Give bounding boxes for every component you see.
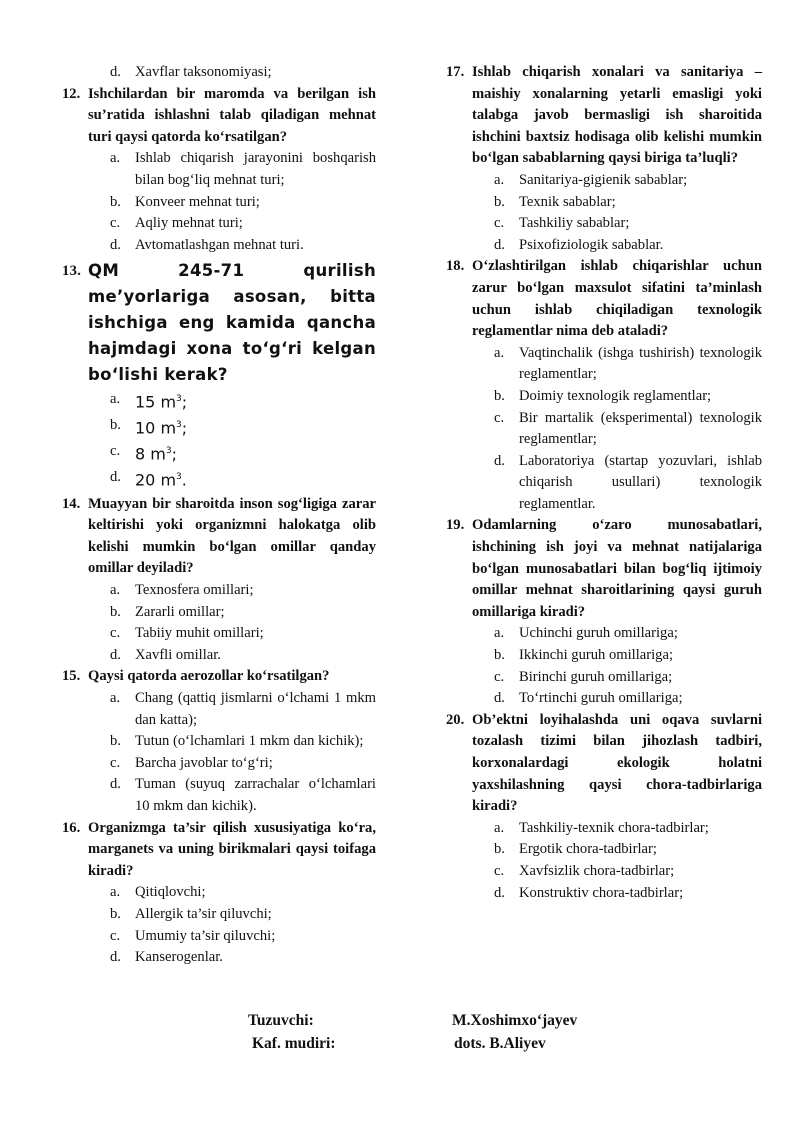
option-text: Aqliy mehnat turi;: [135, 215, 243, 232]
question-text: O‘zlashtirilgan ishlab chiqarishlar uchun zarur bo‘lgan maxsulot sifatini ta’minlash uchun ishlab chiqiladigan texnologik reglamentlar nima deb ataladi?: [472, 258, 762, 340]
option-text: To‘rtinchi guruh omillariga;: [519, 690, 683, 707]
option-text: Bir martalik (eksperimental) texnologik reglamentlar;: [519, 409, 762, 448]
option-letter: a.: [110, 150, 121, 167]
option-d: [110, 235, 376, 257]
option-letter: d.: [110, 949, 121, 966]
question-15: [62, 666, 376, 817]
option-d: [494, 235, 762, 257]
option-letter: d.: [494, 690, 505, 707]
option-letter: d.: [110, 468, 121, 485]
question-number: 12.: [62, 85, 81, 102]
option-text: Texnik sabablar;: [519, 193, 616, 210]
question-number: 20.: [446, 711, 465, 728]
question-14: [62, 494, 376, 667]
right-column: [446, 62, 762, 904]
head-name: dots. B.Aliyev: [454, 1035, 546, 1052]
head-label: Kaf. mudiri:: [252, 1035, 336, 1052]
option-letter: b.: [494, 193, 505, 210]
option-letter: c.: [110, 927, 121, 944]
option-letter: a.: [494, 819, 505, 836]
option-c: [494, 408, 762, 451]
option-letter: c.: [110, 215, 121, 232]
option-a: [110, 148, 376, 191]
question-17: [446, 62, 762, 256]
option-text: Konveer mehnat turi;: [135, 193, 260, 210]
option-a: [110, 580, 376, 602]
option-letter: b.: [110, 193, 121, 210]
option-d: [494, 688, 762, 710]
question-text: Ob’ektni loyihalashda uni oqava suvlarni tozalash tizimi bilan jihozlash tadbiri, korxonalardagi ekologik holatni yaxshilashning qaysi chora-tadbirlariga kiradi?: [472, 711, 762, 815]
question-number: 16.: [62, 819, 81, 836]
option-a: [494, 343, 762, 386]
option-text: Birinchi guruh omillariga;: [519, 668, 673, 685]
option-letter: d.: [110, 64, 121, 80]
option-text: 20 $m^3$.: [135, 470, 187, 490]
question-12: [62, 84, 376, 257]
option-letter: c.: [494, 409, 505, 426]
option-a: [494, 170, 762, 192]
option-text: 8 $m^3$;: [135, 444, 177, 464]
option-c: [494, 861, 762, 883]
option-letter: c.: [494, 215, 505, 232]
option-text: Xavflar taksonomiyasi;: [135, 64, 272, 80]
option-letter: d.: [110, 776, 121, 793]
option-text: Allergik ta’sir qiluvchi;: [135, 905, 272, 922]
option-text: Xavfli omillar.: [135, 646, 221, 663]
option-letter: d.: [494, 236, 505, 253]
question-20: [446, 710, 762, 904]
option-letter: d.: [110, 236, 121, 253]
option-text: Avtomatlashgan mehnat turi.: [135, 236, 304, 253]
question-text: Ishchilardan bir maromda va berilgan ish su’ratida ishlashni talab qiladigan mehnat turi qaysi qatorda ko‘rsatilgan?: [88, 85, 376, 145]
option-c: [110, 213, 376, 235]
option-text: Konstruktiv chora-tadbirlar;: [519, 884, 684, 901]
option-text: Psixofiziologik sabablar.: [519, 236, 664, 253]
option-text: Xavfsizlik chora-tadbirlar;: [519, 862, 675, 879]
option-d: [494, 883, 762, 905]
question-text: Muayyan bir sharoitda inson sog‘ligiga zarar keltirishi yoki organizmni halokatga olib kelishi mumkin bo‘lgan omillar qanday omillar deyiladi?: [88, 495, 376, 577]
option-c: [494, 667, 762, 689]
option-text: Tashkiliy sabablar;: [519, 215, 630, 232]
option-b: [494, 839, 762, 861]
option-letter: a.: [110, 690, 121, 706]
option-text: Ikkinchi guruh omillariga;: [519, 647, 674, 664]
option-c: [110, 623, 376, 645]
question-16: [62, 818, 376, 969]
question-text: Odamlarning o‘zaro munosabatlari, ishchining ish joyi va mehnat natijalariga bo‘lgan munosabatlari bilan bog‘liq ijtimoiy omillar mehnat sharoitlarining qaysi guruh omillariga kiradi?: [472, 517, 762, 620]
option-text: Chang (qattiq jismlarni o‘lchami 1 mkm dan katta);: [135, 690, 376, 728]
option-text: Qitiqlovchi;: [135, 884, 206, 901]
option-letter: a.: [110, 582, 121, 599]
option-text: Barcha javoblar to‘g‘ri;: [135, 754, 273, 771]
option-d: [110, 645, 376, 667]
option-a: [494, 818, 762, 840]
option-letter: a.: [494, 171, 505, 188]
option-letter: b.: [494, 647, 505, 664]
question-number: 13.: [62, 263, 82, 280]
option-letter: a.: [494, 344, 505, 361]
question-number: 14.: [62, 495, 81, 512]
option-text: Ishlab chiqarish jarayonini boshqarish bilan bog‘liq mehnat turi;: [135, 150, 376, 188]
option-text: Vaqtinchalik (ishga tushirish) texnologik reglamentlar;: [519, 344, 762, 383]
option-text: Ergotik chora-tadbirlar;: [519, 841, 657, 858]
option-b: [494, 645, 762, 667]
option-letter: c.: [110, 754, 121, 771]
option-letter: c.: [494, 862, 505, 879]
option-d: [494, 451, 762, 516]
question-11-option-d: [62, 62, 376, 84]
option-d: [110, 947, 376, 969]
question-number: 18.: [446, 258, 465, 275]
option-c: [494, 213, 762, 235]
option-c: [110, 753, 376, 775]
option-text: Zararli omillar;: [135, 603, 225, 620]
option-letter: a.: [110, 391, 121, 408]
option-text: 15 $m^3$;: [135, 392, 188, 412]
question-19: [446, 515, 762, 709]
question-text: QM 245-71 qurilish me’yorlariga asosan, bitta ishchiga eng kamida qancha hajmdagi xona to‘g‘ri kelgan bo‘lishi kerak?: [88, 261, 376, 385]
option-letter: b.: [110, 733, 121, 750]
option-text: Umumiy ta’sir qiluvchi;: [135, 927, 276, 944]
option-a: [110, 388, 376, 414]
option-b: [110, 414, 376, 440]
option-a: [110, 882, 376, 904]
question-number: 17.: [446, 64, 465, 80]
question-text: Ishlab chiqarish xonalari va sanitariya – maishiy xonalarning yetarli emasligi yoki talabga javob bermasligi ish sharoitida ishchini baxtsiz hodisaga olib kelishi mumkin bo‘lgan sabablarning qaysi biriga ta’luqli?: [472, 64, 762, 167]
option-letter: a.: [494, 625, 505, 642]
option-letter: b.: [110, 905, 121, 922]
option-text: Doimiy texnologik reglamentlar;: [519, 387, 712, 404]
option-d: [110, 466, 376, 492]
option-text: Kanserogenlar.: [135, 949, 223, 966]
option-letter: d.: [494, 884, 505, 901]
option-letter: c.: [110, 625, 121, 642]
left-column: [62, 62, 376, 969]
option-b: [110, 904, 376, 926]
compiler-name: M.Xoshimxo‘jayev: [452, 1012, 578, 1029]
option-text: 10 $m^3$;: [135, 418, 188, 438]
question-text: Qaysi qatorda aerozollar ko‘rsatilgan?: [88, 668, 330, 685]
option-c: [110, 926, 376, 948]
option-letter: b.: [494, 841, 505, 858]
question-number: 15.: [62, 668, 81, 685]
option-letter: d.: [494, 452, 505, 469]
option-b: [110, 192, 376, 214]
option-text: Uchinchi guruh omillariga;: [519, 625, 678, 642]
option-b: [494, 386, 762, 408]
question-13: [62, 258, 376, 491]
question-number: 19.: [446, 517, 465, 534]
option-b: [494, 192, 762, 214]
option-b: [110, 731, 376, 753]
option-letter: d.: [110, 646, 121, 663]
option-letter: a.: [110, 884, 121, 901]
option-text: Tabiiy muhit omillari;: [135, 625, 264, 642]
option-a: [110, 688, 376, 731]
question-text: Organizmga ta’sir qilish xususiyatiga ko‘ra, marganets va uning birikmalari qaysi toifaga kiradi?: [88, 819, 376, 879]
option-text: Laboratoriya (startap yozuvlari, ishlab chiqarish usullari) texnologik reglamentlar.: [519, 452, 762, 512]
option-letter: b.: [110, 603, 121, 620]
option-letter: c.: [494, 668, 505, 685]
option-text: Sanitariya-gigienik sabablar;: [519, 171, 688, 188]
option-text: Tashkiliy-texnik chora-tadbirlar;: [519, 819, 709, 836]
question-18: [446, 256, 762, 515]
option-letter: b.: [494, 387, 505, 404]
option-text: Tuman (suyuq zarrachalar o‘lchamlari 10 mkm dan kichik).: [135, 776, 376, 814]
option-letter: b.: [110, 417, 121, 434]
option-text: Texnosfera omillari;: [135, 582, 254, 599]
option-c: [110, 440, 376, 466]
option-letter: c.: [110, 443, 121, 459]
compiler-label: Tuzuvchi:: [248, 1012, 314, 1029]
option-a: [494, 623, 762, 645]
option-b: [110, 602, 376, 624]
option-text: Tutun (o‘lchamlari 1 mkm dan kichik);: [135, 733, 364, 750]
option-d: [110, 774, 376, 817]
